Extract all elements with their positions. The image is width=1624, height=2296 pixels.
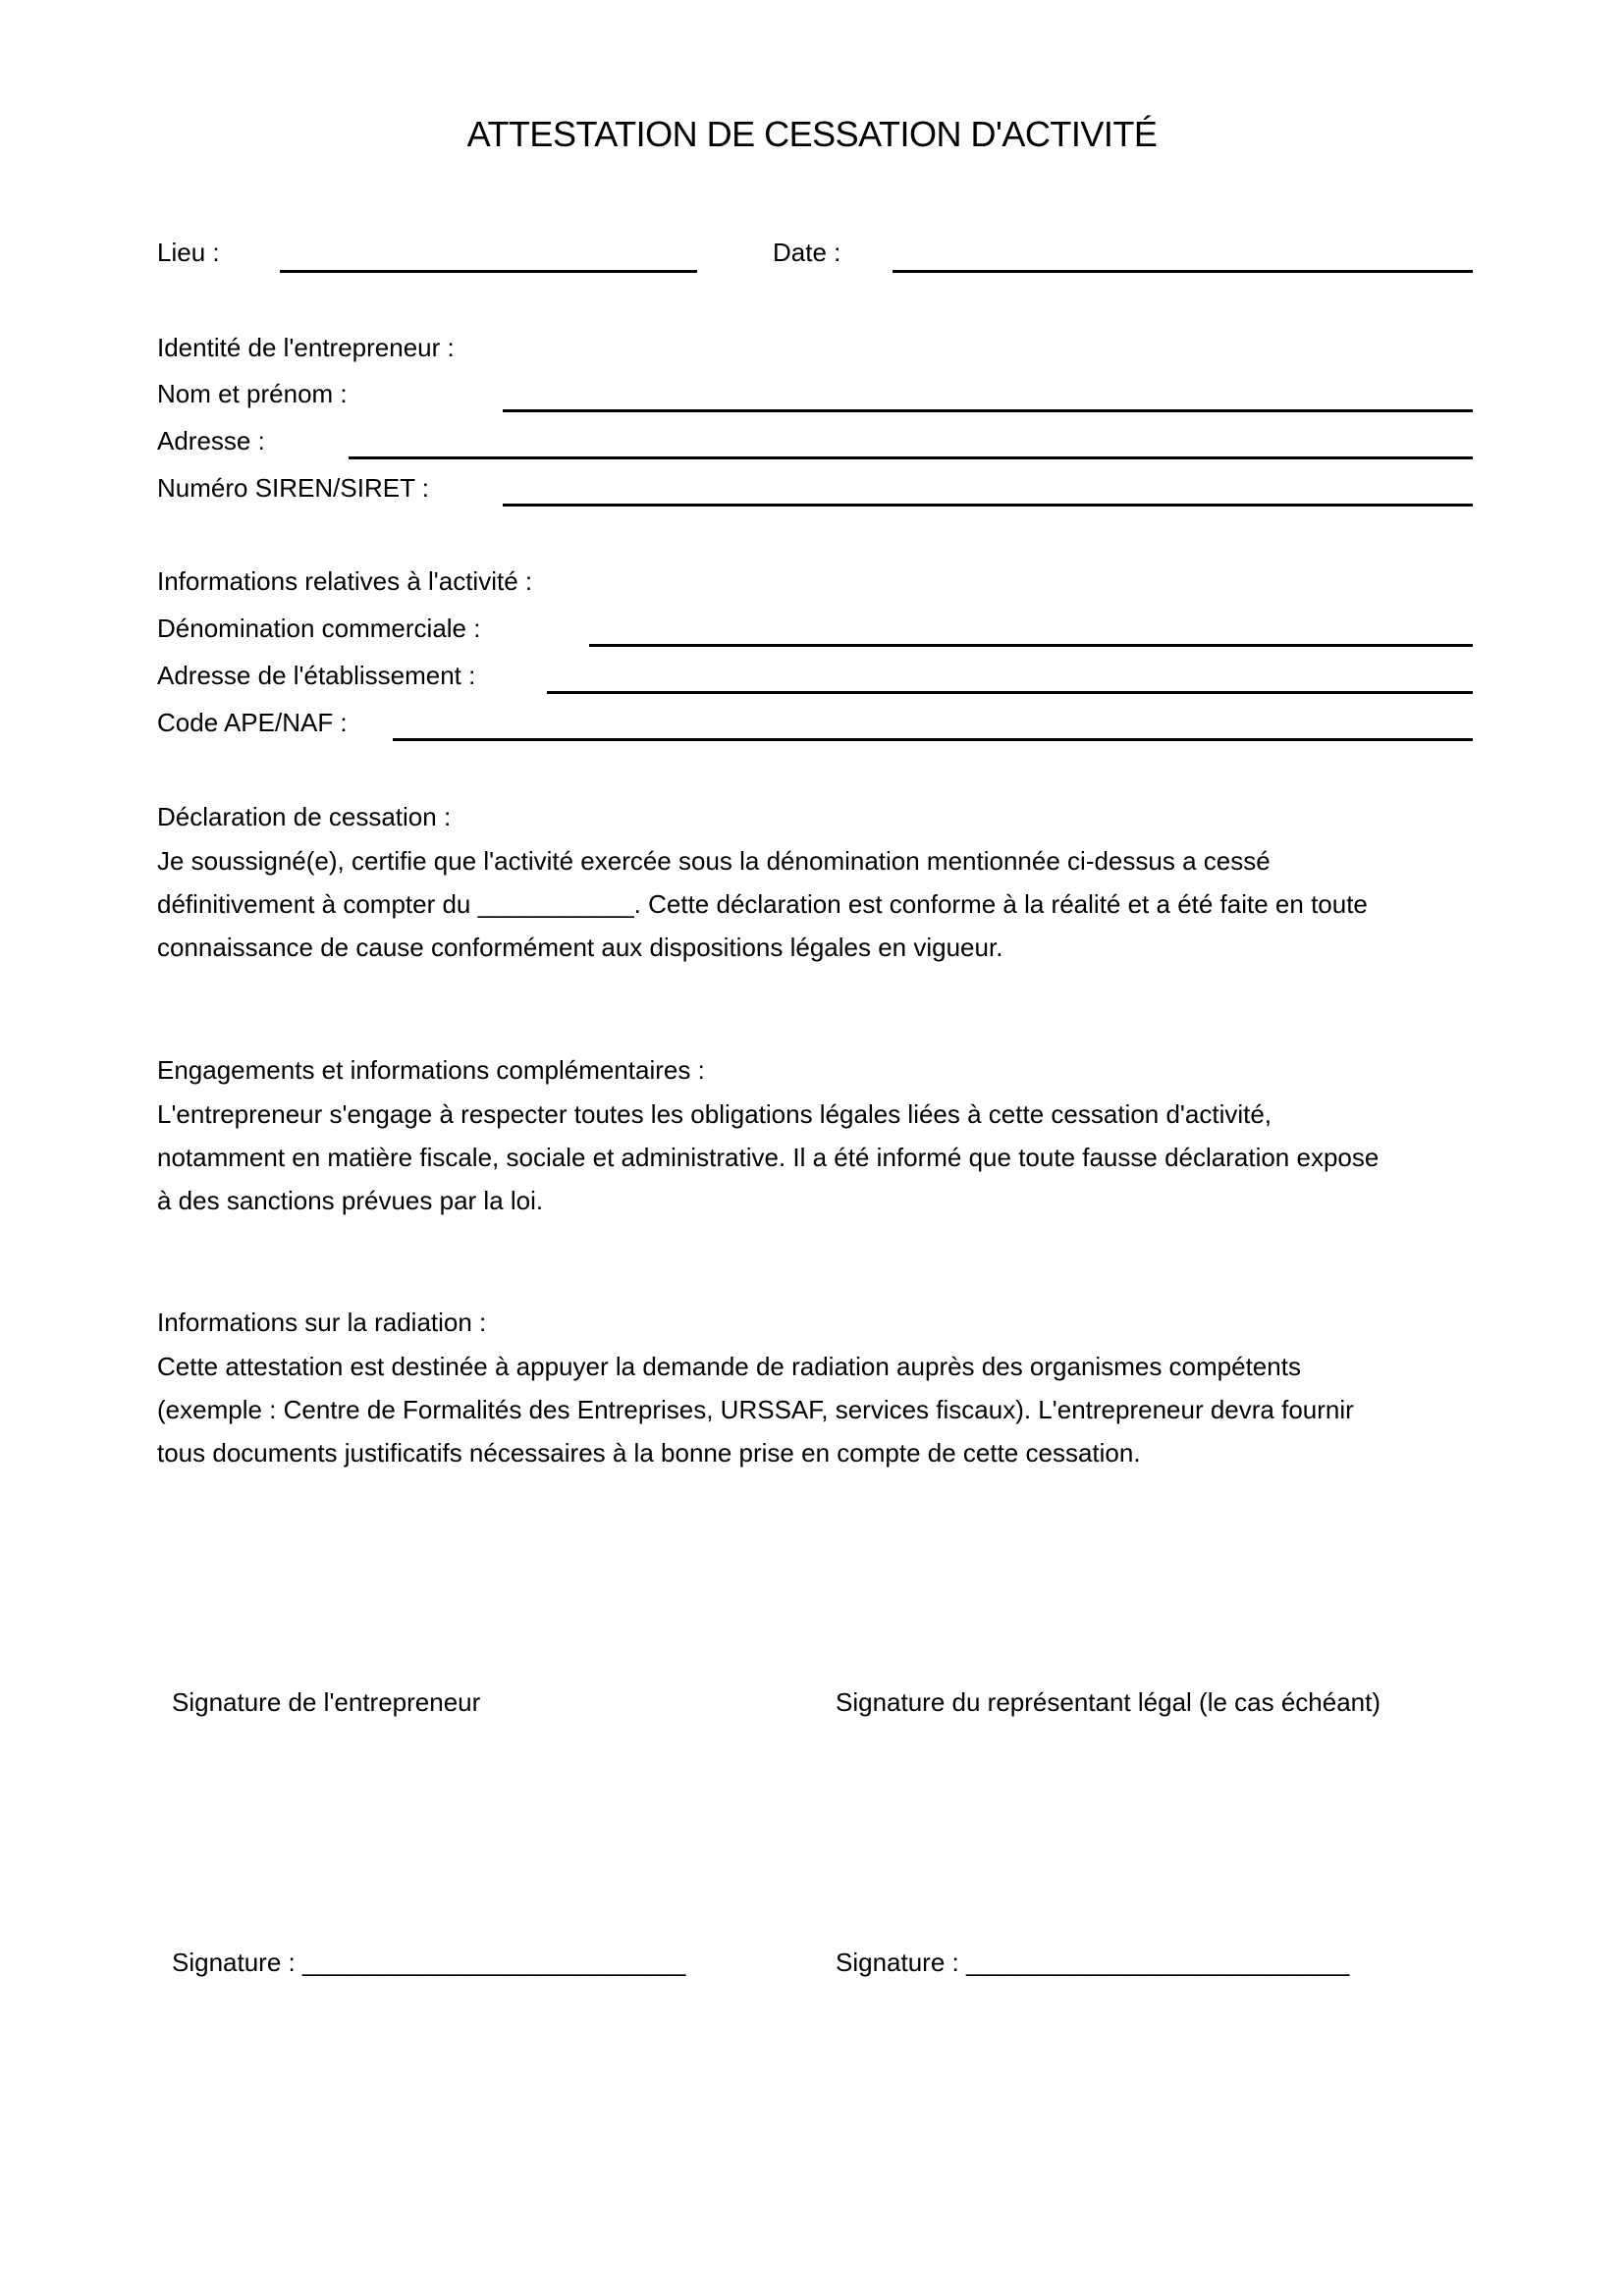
address-label: Adresse : (157, 426, 265, 455)
commitments-line: L'entrepreneur s'engage à respecter toutes les obligations légales liées à cette cessation d'activité, (157, 1099, 1272, 1129)
establishment-address-label: Adresse de l'établissement : (157, 661, 476, 690)
representative-signature-caption: Signature du représentant légal (le cas échéant) (836, 1687, 1381, 1717)
ape-naf-fill-line[interactable] (393, 708, 1473, 741)
date-label: Date : (773, 238, 841, 267)
lieu-date-row (157, 236, 1473, 270)
document-title: ATTESTATION DE CESSATION D'ACTIVITÉ (466, 114, 1158, 154)
siren-label: Numéro SIREN/SIRET : (157, 473, 429, 503)
commitments-paragraph (157, 1093, 1473, 1222)
entrepreneur-signature-caption: Signature de l'entrepreneur (172, 1687, 481, 1717)
declaration-line: définitivement à compter du ___________. Cette déclaration est conforme à la réalité et a été faite en toute (157, 889, 1368, 919)
radiation-paragraph (157, 1345, 1473, 1474)
declaration-paragraph (157, 839, 1473, 969)
declaration-line: Je soussigné(e), certifie que l'activité exercée sous la dénomination mentionnée ci-dessus a cessé (157, 846, 1271, 876)
name-field-row (157, 379, 1473, 409)
representative-signature-line[interactable]: Signature : ___________________________ (836, 1948, 1350, 1977)
siren-field-row (157, 473, 1473, 504)
lieu-label: Lieu : (157, 238, 220, 267)
entrepreneur-signature-line[interactable]: Signature : ___________________________ (172, 1948, 686, 1977)
radiation-line: tous documents justificatifs nécessaires à la bonne prise en compte de cette cessation. (157, 1438, 1141, 1468)
trade-name-fill-line[interactable] (589, 614, 1473, 647)
trade-name-field-row (157, 614, 1473, 644)
declaration-line: connaissance de cause conformément aux dispositions légales en vigueur. (157, 933, 1003, 962)
address-field-row (157, 426, 1473, 456)
ape-naf-label: Code APE/NAF : (157, 708, 348, 737)
radiation-line: (exemple : Centre de Formalités des Entreprises, URSSAF, services fiscaux). L'entrepreneur devra fournir (157, 1395, 1354, 1424)
trade-name-label: Dénomination commerciale : (157, 614, 481, 643)
radiation-line: Cette attestation est destinée à appuyer la demande de radiation auprès des organismes compétents (157, 1352, 1301, 1381)
name-fill-line[interactable] (503, 379, 1473, 412)
identity-section-heading: Identité de l'entrepreneur : (157, 333, 455, 362)
radiation-section-heading: Informations sur la radiation : (157, 1308, 487, 1337)
signature-lines-row (0, 1946, 1624, 1989)
address-fill-line[interactable] (349, 426, 1473, 459)
declaration-section-heading: Déclaration de cessation : (157, 802, 452, 831)
commitments-line: à des sanctions prévues par la loi. (157, 1186, 544, 1215)
date-fill-line[interactable] (893, 236, 1473, 273)
lieu-fill-line[interactable] (280, 236, 697, 273)
ape-naf-field-row (157, 708, 1473, 738)
siren-fill-line[interactable] (503, 473, 1473, 507)
signature-captions-row (0, 1685, 1624, 1729)
commitments-line: notamment en matière fiscale, sociale et administrative. Il a été informé que toute fausse déclaration expose (157, 1143, 1380, 1172)
lieu-field (157, 236, 697, 270)
name-label: Nom et prénom : (157, 379, 348, 408)
date-field (773, 236, 1473, 270)
activity-section-heading: Informations relatives à l'activité : (157, 566, 533, 596)
establishment-address-field-row (157, 661, 1473, 691)
commitments-section-heading: Engagements et informations complémentaires : (157, 1055, 705, 1085)
establishment-address-fill-line[interactable] (547, 661, 1473, 694)
